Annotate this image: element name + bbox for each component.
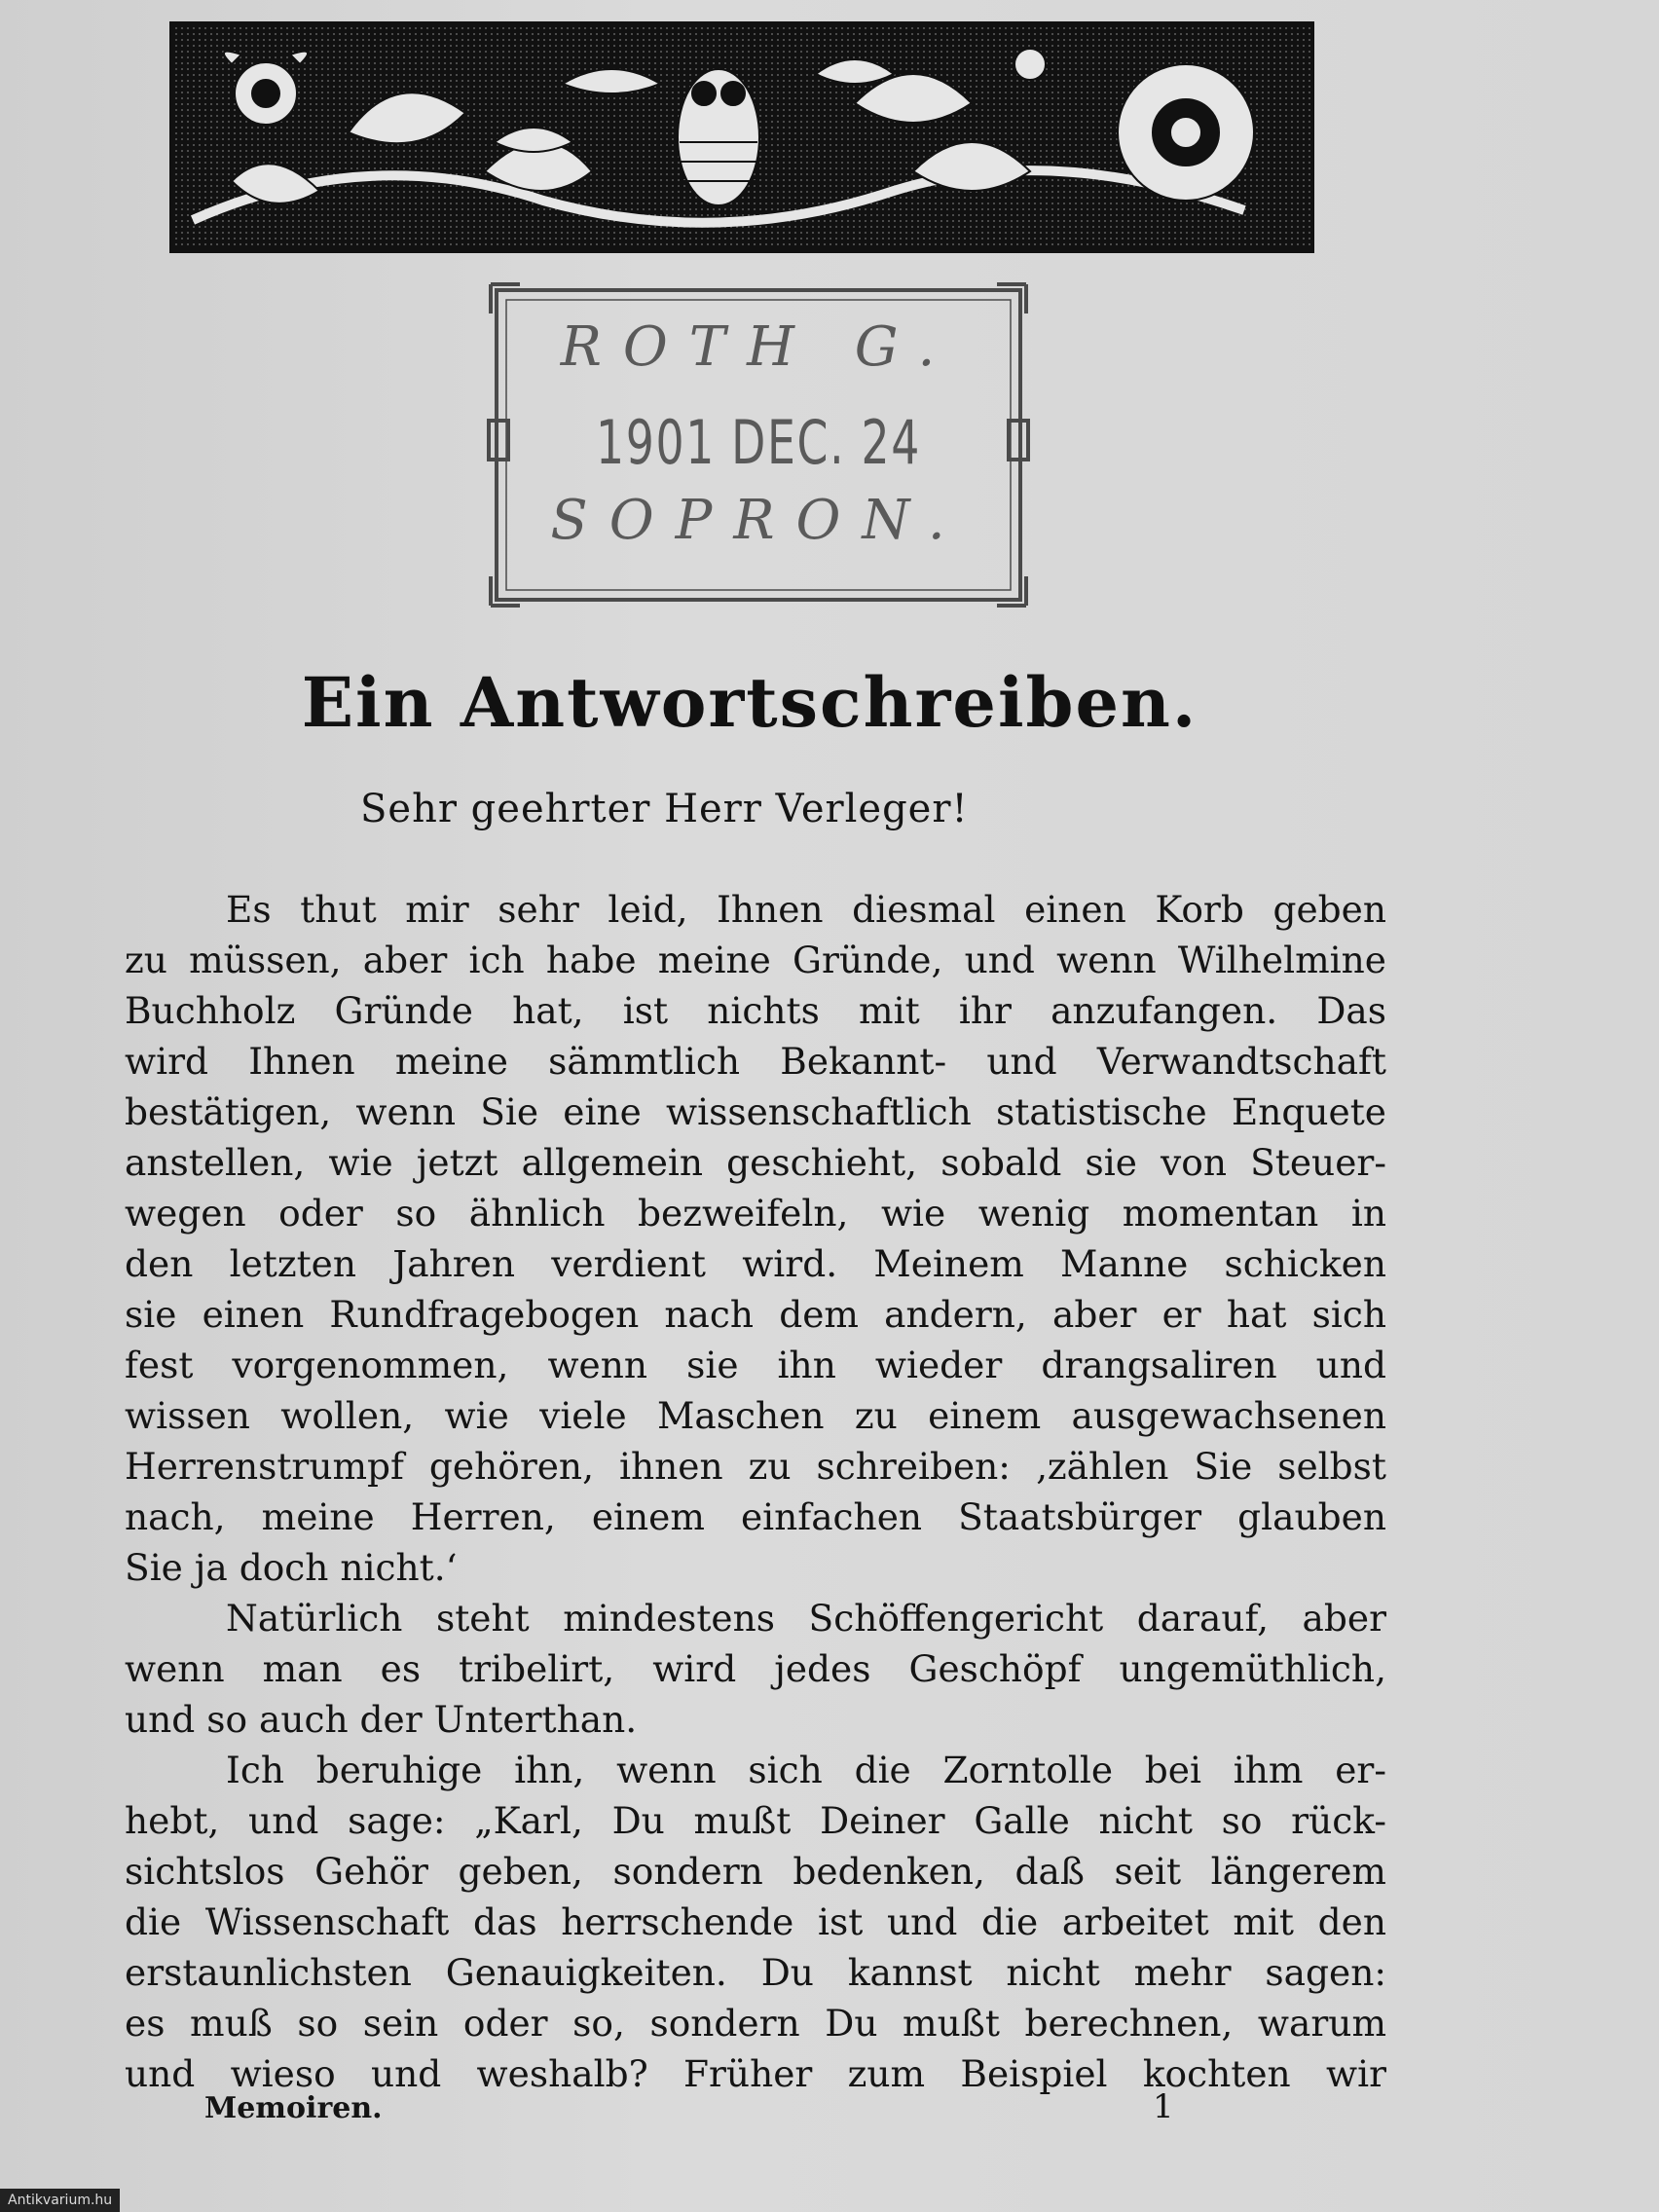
page-title: Ein Antwortschreiben. <box>301 662 1198 743</box>
text-line: und so auch der Unterthan. <box>125 1698 638 1741</box>
text-line: wenn man es tribelirt, wird jedes Geschöpf ungemüthlich, <box>125 1647 1386 1690</box>
text-line: zu müssen, aber ich habe meine Gründe, und wenn Wilhelmine <box>125 939 1386 981</box>
text-line: bestätigen, wenn Sie eine wissenschaftlich statistische Enquete <box>125 1090 1386 1133</box>
text-line: Herrenstrumpf gehören, ihnen zu schreiben: ‚zählen Sie selbst <box>125 1445 1386 1488</box>
text-line: Natürlich steht mindestens Schöffengericht darauf, aber <box>226 1597 1386 1640</box>
text-line: hebt, und sage: „Karl, Du mußt Deiner Galle nicht so rück- <box>125 1799 1386 1842</box>
page-number: 1 <box>1153 2087 1174 2126</box>
salutation: Sehr geehrter Herr Verleger! <box>360 787 969 831</box>
ownership-stamp <box>481 275 1036 615</box>
text-line: fest vorgenommen, wenn sie ihn wieder drangsaliren und <box>125 1344 1386 1386</box>
text-line: Buchholz Gründe hat, ist nichts mit ihr anzufangen. Das <box>125 989 1386 1032</box>
stamp-name: ROTH G. <box>560 315 957 379</box>
footer-signature: Memoiren. <box>204 2091 383 2125</box>
floral-ornament-header <box>169 21 1314 253</box>
text-line: wissen wollen, wie viele Maschen zu einem ausgewachsenen <box>125 1394 1386 1437</box>
watermark: Antikvarium.hu <box>0 2189 120 2212</box>
text-line: wird Ihnen meine sämmtlich Bekannt- und Verwandtschaft <box>125 1040 1386 1083</box>
text-line: es muß so sein oder so, sondern Du mußt berechnen, warum <box>125 2002 1386 2045</box>
text-line: Sie ja doch nicht.‘ <box>125 1546 458 1589</box>
text-line: sichtslos Gehör geben, sondern bedenken, daß seit längerem <box>125 1850 1386 1893</box>
text-line: Es thut mir sehr leid, Ihnen diesmal einen Korb geben <box>226 888 1386 931</box>
ornament-art <box>173 25 1310 249</box>
text-line: sie einen Rundfragebogen nach dem andern, aber er hat sich <box>125 1293 1386 1336</box>
text-line: erstaunlichsten Genauigkeiten. Du kannst nicht mehr sagen: <box>125 1951 1386 1994</box>
text-line: anstellen, wie jetzt allgemein geschieht, sobald sie von Steuer- <box>125 1141 1386 1184</box>
stamp-city: SOPRON. <box>550 489 967 552</box>
text-line: Ich beruhige ihn, wenn sich die Zorntolle bei ihm er- <box>226 1749 1386 1791</box>
stamp-date: 1901 DEC. 24 <box>596 407 921 478</box>
body-text <box>125 884 1386 2099</box>
text-line: nach, meine Herren, einem einfachen Staatsbürger glauben <box>125 1495 1386 1538</box>
text-line: den letzten Jahren verdient wird. Meinem Manne schicken <box>125 1242 1386 1285</box>
text-line: wegen oder so ähnlich bezweifeln, wie wenig momentan in <box>125 1192 1386 1235</box>
text-line: und wieso und weshalb? Früher zum Beispiel kochten wir <box>125 2052 1386 2095</box>
text-line: die Wissenschaft das herrschende ist und die arbeitet mit den <box>125 1900 1386 1943</box>
